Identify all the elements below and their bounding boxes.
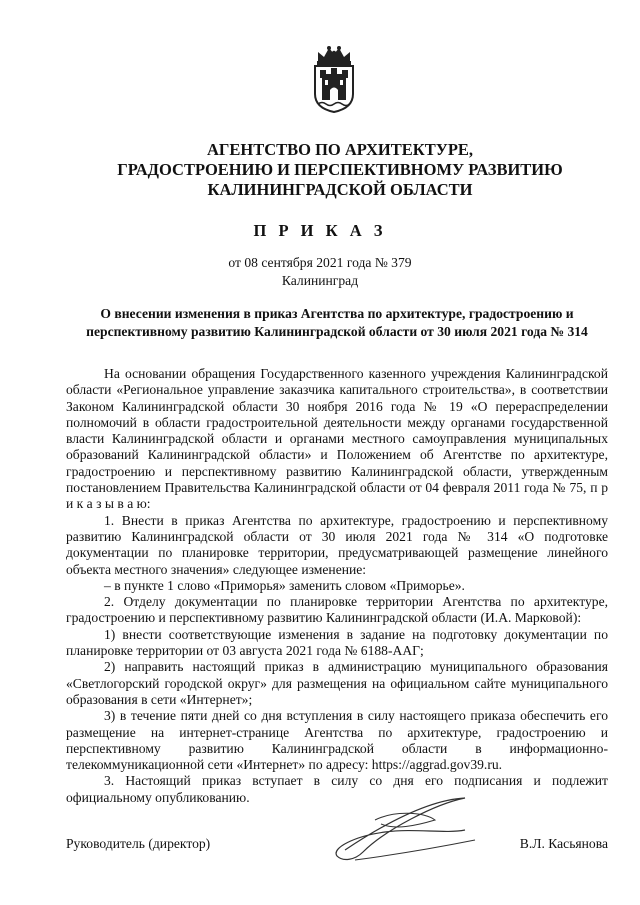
body-paragraph: 3. Настоящий приказ вступает в силу со дня его подписания и подлежит официальному опубликованию. xyxy=(66,773,608,805)
signatory-position: Руководитель (директор) xyxy=(66,836,211,851)
document-body xyxy=(66,366,608,806)
body-paragraph: 2. Отделу документации по планировке территории Агентства по архитектуре, градостроению и перспективному развитию Калининградской области (И.А. Марковой): xyxy=(66,594,608,626)
document-subject xyxy=(66,305,608,341)
handwritten-signature xyxy=(315,790,485,870)
document-type-heading: П Р И К А З xyxy=(253,221,387,240)
body-paragraph: 3) в течение пяти дней со дня вступления в силу настоящего приказа обеспечить его размещение на интернет-странице Агентства по архитектуре, градостроению и перспективному развитию Калининградской области в информационно-телекоммуникационной сети «Интернет» по адресу: https://aggrad.gov39.ru. xyxy=(66,708,608,773)
body-paragraph: – в пункте 1 слово «Приморья» заменить словом «Приморье». xyxy=(104,577,465,593)
body-paragraph: 2) направить настоящий приказ в администрацию муниципального образования «Светлогорский городской округ» для размещения на официальном сайте муниципального образования в сети «Интернет»; xyxy=(66,659,608,707)
kaliningrad-coat-of-arms-icon xyxy=(308,44,360,114)
agency-name xyxy=(60,140,620,200)
body-paragraph: 1. Внести в приказ Агентства по архитектуре, градостроению и перспективному развитию Калининградской области от 30 июля 2021 года № 314 «О подготовке документации по планировке территории, предусматривающей размещение линейного объекта местного значения» следующее изменение: xyxy=(66,512,608,577)
document-date: от 08 сентября 2021 года № 379 xyxy=(228,255,412,270)
body-paragraph: На основании обращения Государственного казенного учреждения Калининградской области «Региональное управление заказчика капитального строительства», в соответствии Законом Калининградской области 30 ноября 2016 года № 19 «О перераспределении полномочий в области градостроительной деятельности между органами государственной власти Калининградской области и органами местного самоуправления муниципальных образований Калининградской области» и Положением об Агентстве по архитектуре, градостроению и перспективному развитию Калининградской области, утвержденным постановлением Правительства Калининградской области от 04 февраля 2011 года № 75, п р и к а з ы в а ю: xyxy=(66,366,608,512)
signatory-name: В.Л. Касьянова xyxy=(519,836,608,851)
agency-name-line: КАЛИНИНГРАДСКОЙ ОБЛАСТИ xyxy=(207,180,473,199)
document-date-block xyxy=(0,254,640,290)
subject-line: перспективному развитию Калининградской области от 30 июля 2021 года № 314 xyxy=(86,324,588,339)
document-city: Калининград xyxy=(281,273,359,288)
subject-line: О внесении изменения в приказ Агентства по архитектуре, градостроению и xyxy=(100,306,574,321)
body-paragraph: 1) внести соответствующие изменения в задание на подготовку документации по планировке территории от 03 августа 2021 года № 6188-ААГ; xyxy=(66,626,608,659)
agency-name-line: АГЕНТСТВО ПО АРХИТЕКТУРЕ, xyxy=(206,140,474,159)
agency-name-line: ГРАДОСТРОЕНИЮ И ПЕРСПЕКТИВНОМУ РАЗВИТИЮ xyxy=(117,160,563,179)
